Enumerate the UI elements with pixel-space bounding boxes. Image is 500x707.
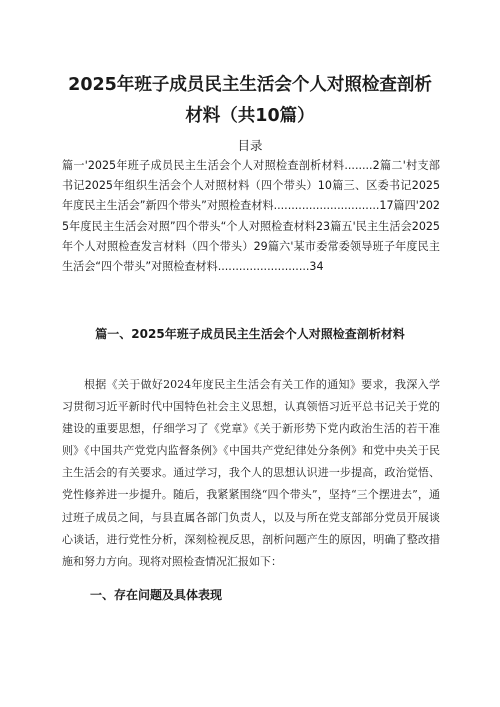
table-of-contents	[62, 156, 440, 277]
toc-entry-6[interactable]: 篇六'某市委常委领导班子年度民主生活会“四个带头”对照检查材料..........................34	[62, 239, 440, 274]
title-line-2: 材料（共10篇）	[185, 106, 315, 126]
document-title	[40, 70, 460, 132]
toc-heading: 目录	[237, 138, 263, 153]
title-line-1: 2025年班子成员民主生活会个人对照检查剖析	[68, 75, 432, 95]
body-paragraph: 根据《关于做好2024年度民主生活会有关工作的通知》要求，我深入学习贯彻习近平新时代中国特色社会主义思想，认真领悟习近平总书记关于党的建设的重要思想，仔细学习了《党章》《关于新形势下党内政治生活的若干准则》《中国共产党党内监督条例》《中国共产党纪律处分条例》和党中央关于民主生活会的有关要求。通过学习，我个人的思想认识进一步提高，政治觉悟、党性修养进一步提升。随后，我紧紧围绕“四个带头”，坚持“三个摆进去”，通过班子成员之间，与县直属各部门负责人，以及与所在党支部部分党员开展谈心谈话，进行党性分析，深刻检视反思，剖析问题产生的原因，明确了整改措施和努力方向。现将对照检查情况汇报如下：	[62, 378, 440, 568]
section-title: 篇一、2025年班子成员民主生活会个人对照检查剖析材料	[95, 327, 405, 341]
subheading: 一、存在问题及具体表现	[90, 588, 223, 602]
toc-entry-3[interactable]: 篇三、区委书记2025年度民主生活会”新四个带头”对照检查材料..............................17	[62, 179, 440, 213]
toc-entry-1[interactable]: 篇一'2025年班子成员民主生活会个人对照检查剖析材料........2	[62, 159, 380, 172]
toc-entry-5[interactable]: 篇五'民主生活会2025年个人对照检查发言材料（四个带头）29	[62, 219, 440, 253]
toc-entry-4[interactable]: 篇四'2025年度民主生活会对照”四个带头“个人对照检查材料23	[62, 199, 440, 233]
toc-entry-2[interactable]: 篇二'村支部书记2025年组织生活会个人对照材料（四个带头）10	[62, 159, 440, 193]
